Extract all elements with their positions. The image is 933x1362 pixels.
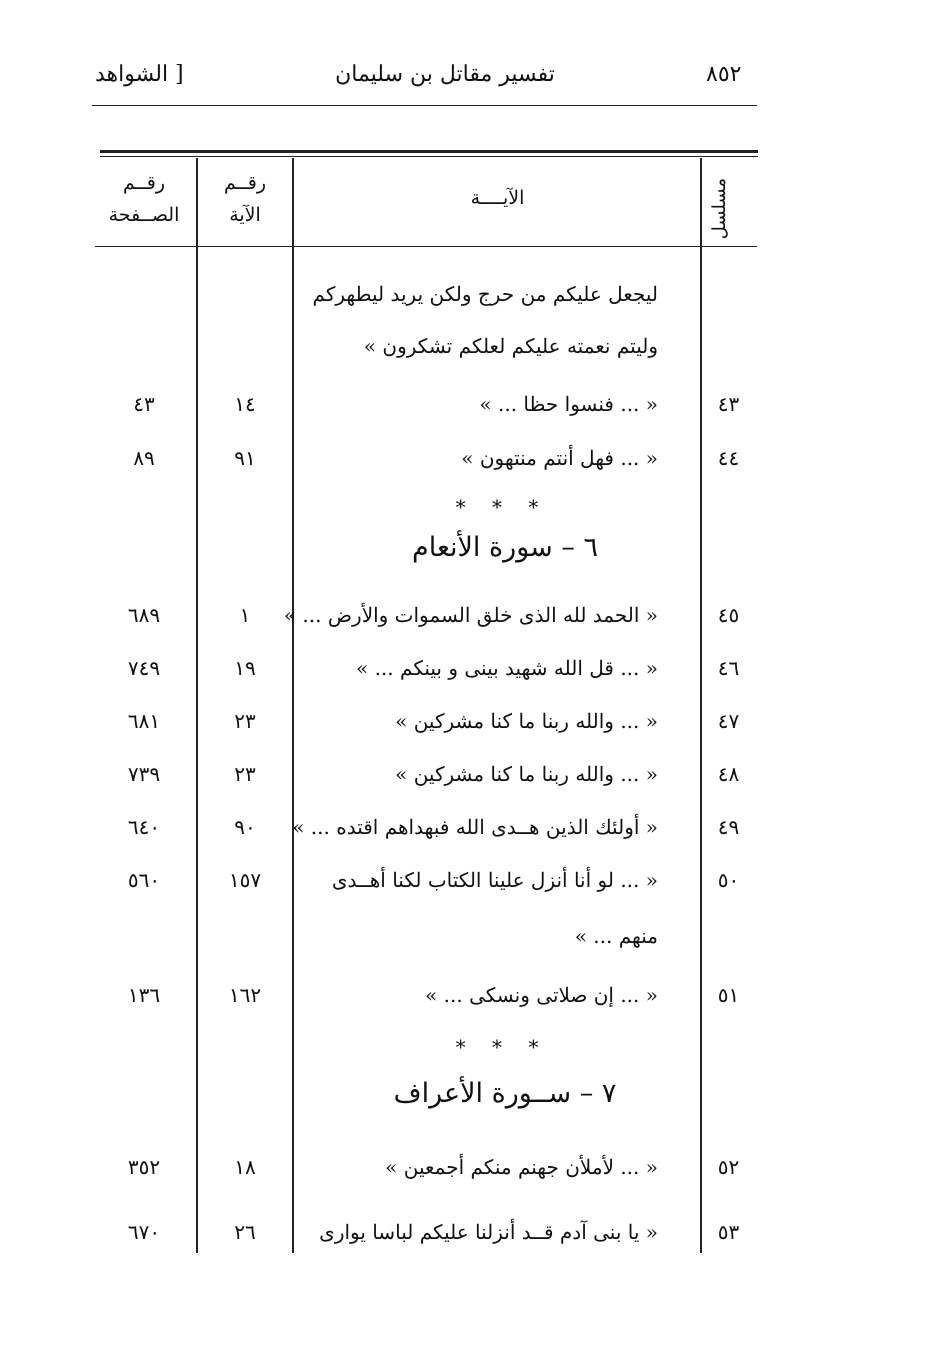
page-cell: ١٣٦: [127, 983, 161, 1007]
ayah-cell: ١٨: [234, 1155, 256, 1179]
serial-cell: ٤٣: [717, 392, 740, 416]
surah-heading: ٦ – سورة الأنعام: [412, 532, 598, 563]
column-header-ayah-2: الآية: [229, 204, 261, 226]
verse-cell: « ... قل الله شهيد بينى و بينكم ... »: [355, 656, 658, 680]
page-cell: ٦٧٠: [127, 1220, 161, 1244]
verse-continuation-line-1: ليجعل عليكم من حرج ولكن يريد ليطهركم: [312, 282, 658, 306]
column-header-page-2: الصــفحة: [108, 204, 180, 226]
serial-cell: ٤٤: [717, 446, 740, 470]
verse-cell: « ... فهل أنتم منتهون »: [461, 446, 658, 470]
verse-cell: « ... فنسوا حظا ... »: [479, 392, 658, 416]
ayah-cell: ١: [239, 603, 251, 627]
serial-cell: ٤٩: [717, 815, 740, 839]
page-number: ٨٥٢: [706, 62, 742, 87]
page-cell: ٦٨١: [127, 709, 161, 733]
page-cell: ٧٤٩: [127, 656, 161, 680]
serial-cell: ٥١: [717, 983, 740, 1007]
column-divider-ayah: [196, 158, 198, 1253]
page-cell: ٥٦٠: [127, 868, 161, 892]
ayah-cell: ١٤: [234, 392, 256, 416]
section-title: [ الشواهد: [95, 62, 184, 87]
table-top-rule-thin: [100, 156, 758, 157]
surah-heading: ٧ – ســورة الأعراف: [393, 1078, 617, 1109]
column-header-verse: الآيــــة: [470, 187, 525, 209]
ayah-cell: ٩١: [234, 446, 256, 470]
serial-cell: ٥٠: [717, 868, 740, 892]
verse-cell: « ... والله ربنا ما كنا مشركين »: [395, 762, 658, 786]
ayah-cell: ٢٣: [234, 762, 256, 786]
book-title: تفسير مقاتل بن سليمان: [335, 62, 555, 87]
page-cell: ٣٥٢: [127, 1155, 161, 1179]
ayah-cell: ١٩: [234, 656, 256, 680]
ayah-cell: ١٥٧: [228, 868, 262, 892]
serial-cell: ٤٦: [717, 656, 740, 680]
column-header-ayah-1: رقــم: [223, 172, 267, 194]
separator-stars: * * *: [455, 1035, 549, 1059]
verse-cell: « الحمد لله الذى خلق السموات والأرض ... »: [283, 603, 658, 627]
separator-stars: * * *: [455, 495, 549, 519]
page-cell: ٦٨٩: [127, 603, 161, 627]
page-cell: ٦٤٠: [127, 815, 161, 839]
page-cell: ٤٣: [133, 392, 155, 416]
table-top-rule: [100, 150, 758, 153]
serial-cell: ٤٧: [717, 709, 740, 733]
header-rule: [92, 105, 757, 106]
serial-cell: ٤٨: [717, 762, 740, 786]
page-cell: ٧٣٩: [127, 762, 161, 786]
verse-cell: « ... والله ربنا ما كنا مشركين »: [395, 709, 658, 733]
verse-cell: « أولئك الذين هــدى الله فبهداهم اقتده ... »: [292, 815, 658, 839]
ayah-cell: ٢٦: [234, 1220, 256, 1244]
serial-cell: ٥٢: [717, 1155, 740, 1179]
verse-cell: « ... لأملأن جهنم منكم أجمعين »: [385, 1155, 658, 1179]
serial-cell: ٤٥: [717, 603, 740, 627]
verse-continuation-line-2: وليتم نعمته عليكم لعلكم تشكرون »: [363, 334, 658, 358]
header-bottom-rule: [95, 246, 757, 247]
ayah-cell: ٢٣: [234, 709, 256, 733]
ayah-cell: ٩٠: [234, 815, 256, 839]
verse-cell-line-2: منهم ... »: [574, 924, 658, 948]
verse-cell: « ... إن صلاتى ونسكى ... »: [425, 983, 658, 1007]
ayah-cell: ١٦٢: [228, 983, 262, 1007]
column-header-page-1: رقــم: [122, 172, 166, 194]
verse-cell: « يا بنى آدم قــد أنزلنا عليكم لباسا يوارى: [319, 1220, 658, 1244]
column-divider-verse: [292, 158, 294, 1253]
serial-cell: ٥٣: [717, 1220, 740, 1244]
verse-cell-line-1: « ... لو أنا أنزل علينا الكتاب لكنا أهــدى: [331, 868, 658, 892]
column-header-serial: مسلسل: [709, 178, 730, 240]
page-cell: ٨٩: [133, 446, 155, 470]
column-divider-serial: [700, 158, 702, 1253]
